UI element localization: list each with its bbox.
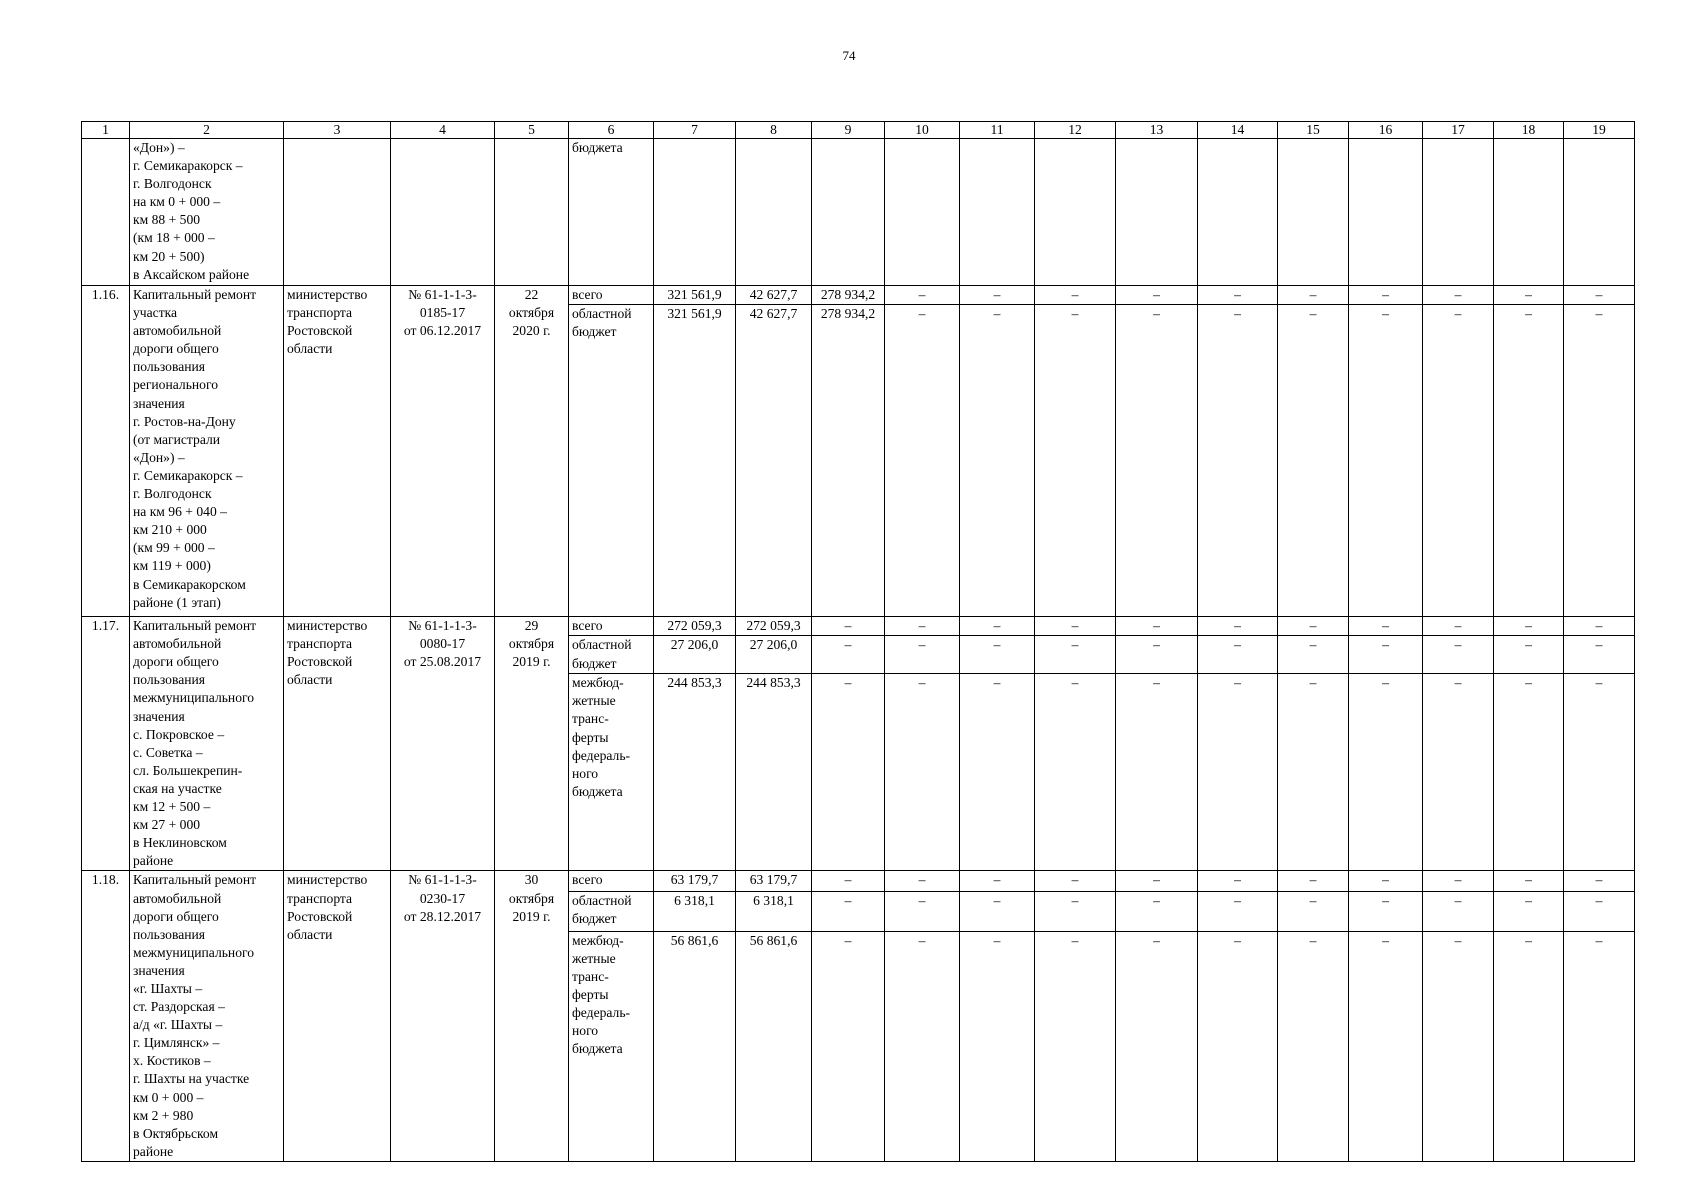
value-dash: – (1035, 674, 1116, 871)
deadline: 30 октября 2019 г. (495, 871, 569, 1162)
empty-cell (654, 139, 736, 286)
value-total: 244 853,3 (654, 674, 736, 871)
value-col8: 42 627,7 (736, 286, 812, 305)
empty-cell (1035, 139, 1116, 286)
funding-source: бюджета (569, 139, 654, 286)
value-dash: – (960, 674, 1035, 871)
value-dash: – (1423, 305, 1494, 617)
item-number: 1.18. (82, 871, 130, 1162)
value-dash: – (1198, 286, 1278, 305)
value-dash: – (1035, 286, 1116, 305)
value-dash: – (960, 931, 1035, 1161)
value-total: 321 561,9 (654, 305, 736, 617)
value-dash: – (1035, 891, 1116, 931)
value-col8: 63 179,7 (736, 871, 812, 891)
value-dash: – (1349, 305, 1423, 617)
column-header: 14 (1198, 122, 1278, 139)
value-dash: – (1423, 931, 1494, 1161)
value-dash: – (1116, 305, 1198, 617)
funding-source: областной бюджет (569, 891, 654, 931)
value-dash: – (1035, 931, 1116, 1161)
empty-cell (1198, 139, 1278, 286)
value-dash: – (885, 617, 960, 636)
table-row (82, 139, 1635, 286)
column-header: 4 (391, 122, 495, 139)
value-col9: 278 934,2 (812, 286, 885, 305)
value-dash: – (885, 674, 960, 871)
value-total: 6 318,1 (654, 891, 736, 931)
value-dash: – (1423, 891, 1494, 931)
table-row (82, 617, 1635, 636)
value-dash: – (960, 871, 1035, 891)
value-dash: – (1564, 305, 1635, 617)
customer: министерство транспорта Ростовской области (284, 617, 391, 871)
value-dash: – (885, 305, 960, 617)
column-header: 18 (1494, 122, 1564, 139)
column-header: 19 (1564, 122, 1635, 139)
value-dash: – (960, 286, 1035, 305)
value-col9: – (812, 674, 885, 871)
expertise-conclusion: № 61-1-1-3- 0185-17 от 06.12.2017 (391, 286, 495, 617)
value-dash: – (1035, 636, 1116, 674)
column-header: 1 (82, 122, 130, 139)
object-description: Капитальный ремонт автомобильной дороги общего пользования межмуниципального значения с. Покровское – с. Советка – сл. Большекрепин- ская на участке км 12 + 500 – км 27 + 000 в Неклиновском районе (130, 617, 284, 871)
value-dash: – (1494, 891, 1564, 931)
expertise-conclusion: № 61-1-1-3- 0230-17 от 28.12.2017 (391, 871, 495, 1162)
value-dash: – (1116, 931, 1198, 1161)
value-dash: – (1116, 286, 1198, 305)
value-dash: – (1116, 871, 1198, 891)
funding-source: всего (569, 617, 654, 636)
value-dash: – (1278, 674, 1349, 871)
value-dash: – (1278, 931, 1349, 1161)
empty-cell (284, 139, 391, 286)
column-header: 2 (130, 122, 284, 139)
funding-source: межбюд- жетные транс- ферты федераль- ного бюджета (569, 674, 654, 871)
value-dash: – (1494, 871, 1564, 891)
value-dash: – (1116, 674, 1198, 871)
value-dash: – (1116, 891, 1198, 931)
value-dash: – (1198, 891, 1278, 931)
value-col9: – (812, 636, 885, 674)
column-header: 9 (812, 122, 885, 139)
value-dash: – (1349, 871, 1423, 891)
column-header: 17 (1423, 122, 1494, 139)
value-dash: – (1349, 636, 1423, 674)
value-dash: – (1564, 871, 1635, 891)
value-dash: – (1494, 286, 1564, 305)
value-dash: – (1035, 871, 1116, 891)
empty-cell (736, 139, 812, 286)
funding-source: всего (569, 286, 654, 305)
customer: министерство транспорта Ростовской области (284, 286, 391, 617)
value-dash: – (1278, 305, 1349, 617)
empty-cell (1278, 139, 1349, 286)
value-col9: – (812, 617, 885, 636)
value-dash: – (1198, 617, 1278, 636)
item-number: 1.16. (82, 286, 130, 617)
value-dash: – (1423, 871, 1494, 891)
column-header: 3 (284, 122, 391, 139)
value-dash: – (1278, 871, 1349, 891)
value-dash: – (1278, 617, 1349, 636)
value-dash: – (1494, 636, 1564, 674)
objects-table (81, 121, 1635, 1162)
value-dash: – (1494, 674, 1564, 871)
empty-cell (391, 139, 495, 286)
value-dash: – (1198, 636, 1278, 674)
value-dash: – (1564, 636, 1635, 674)
expertise-conclusion: № 61-1-1-3- 0080-17 от 25.08.2017 (391, 617, 495, 871)
empty-cell (1116, 139, 1198, 286)
value-dash: – (885, 636, 960, 674)
value-dash: – (1494, 617, 1564, 636)
column-header: 12 (1035, 122, 1116, 139)
value-col9: – (812, 891, 885, 931)
value-col8: 56 861,6 (736, 931, 812, 1161)
value-dash: – (885, 286, 960, 305)
customer: министерство транспорта Ростовской области (284, 871, 391, 1162)
value-col8: 272 059,3 (736, 617, 812, 636)
value-dash: – (1278, 636, 1349, 674)
empty-cell (1564, 139, 1635, 286)
object-description: Капитальный ремонт участка автомобильной дороги общего пользования регионального значения г. Ростов-на-Дону (от магистрали «Дон») – г. Семикаракорск – г. Волгодонск на км 96 + 040 – км 210 + 000 (км 99 + 000 – км 119 + 000) в Семикаракорском районе (1 этап) (130, 286, 284, 617)
empty-cell (812, 139, 885, 286)
value-dash: – (885, 891, 960, 931)
table-row (82, 871, 1635, 891)
value-dash: – (1349, 617, 1423, 636)
value-dash: – (1564, 931, 1635, 1161)
value-dash: – (1349, 931, 1423, 1161)
value-dash: – (1278, 286, 1349, 305)
column-header: 7 (654, 122, 736, 139)
value-total: 272 059,3 (654, 617, 736, 636)
value-dash: – (1116, 617, 1198, 636)
value-dash: – (1349, 286, 1423, 305)
value-dash: – (1423, 617, 1494, 636)
value-dash: – (1423, 636, 1494, 674)
value-dash: – (885, 871, 960, 891)
value-dash: – (1116, 636, 1198, 674)
value-dash: – (1198, 674, 1278, 871)
value-dash: – (960, 305, 1035, 617)
deadline: 22 октября 2020 г. (495, 286, 569, 617)
value-dash: – (1349, 891, 1423, 931)
value-dash: – (960, 891, 1035, 931)
page-number: 74 (842, 48, 856, 63)
value-dash: – (1564, 286, 1635, 305)
empty-cell (82, 139, 130, 286)
funding-source: областной бюджет (569, 636, 654, 674)
value-dash: – (1035, 305, 1116, 617)
column-header: 5 (495, 122, 569, 139)
column-header: 6 (569, 122, 654, 139)
column-header: 8 (736, 122, 812, 139)
value-total: 63 179,7 (654, 871, 736, 891)
empty-cell (885, 139, 960, 286)
value-col8: 42 627,7 (736, 305, 812, 617)
value-col8: 27 206,0 (736, 636, 812, 674)
empty-cell (495, 139, 569, 286)
value-total: 27 206,0 (654, 636, 736, 674)
value-col9: – (812, 931, 885, 1161)
empty-cell (960, 139, 1035, 286)
header-row (82, 122, 1635, 139)
value-dash: – (1035, 617, 1116, 636)
funding-source: областной бюджет (569, 305, 654, 617)
value-total: 56 861,6 (654, 931, 736, 1161)
column-header: 15 (1278, 122, 1349, 139)
value-total: 321 561,9 (654, 286, 736, 305)
empty-cell (1494, 139, 1564, 286)
column-header: 10 (885, 122, 960, 139)
value-col8: 244 853,3 (736, 674, 812, 871)
value-dash: – (1494, 305, 1564, 617)
empty-cell (1423, 139, 1494, 286)
value-dash: – (1564, 617, 1635, 636)
value-dash: – (885, 931, 960, 1161)
funding-source: всего (569, 871, 654, 891)
value-dash: – (1564, 891, 1635, 931)
value-dash: – (1423, 286, 1494, 305)
value-dash: – (1198, 871, 1278, 891)
object-description: «Дон») – г. Семикаракорск – г. Волгодонск на км 0 + 000 – км 88 + 500 (км 18 + 000 – км 20 + 500) в Аксайском районе (130, 139, 284, 286)
table-row (82, 286, 1635, 305)
value-dash: – (960, 636, 1035, 674)
value-col9: – (812, 871, 885, 891)
column-header: 11 (960, 122, 1035, 139)
value-dash: – (1349, 674, 1423, 871)
column-header: 13 (1116, 122, 1198, 139)
empty-cell (1349, 139, 1423, 286)
value-dash: – (1198, 305, 1278, 617)
funding-source: межбюд- жетные транс- ферты федераль- ного бюджета (569, 931, 654, 1161)
value-dash: – (1198, 931, 1278, 1161)
value-dash: – (1278, 891, 1349, 931)
object-description: Капитальный ремонт автомобильной дороги общего пользования межмуниципального значения «г. Шахты – ст. Раздорская – а/д «г. Шахты – г. Цимлянск» – х. Костиков – г. Шахты на участке км 0 + 000 – км 2 + 980 в Октябрьском районе (130, 871, 284, 1162)
value-col8: 6 318,1 (736, 891, 812, 931)
item-number: 1.17. (82, 617, 130, 871)
value-dash: – (1564, 674, 1635, 871)
value-dash: – (1494, 931, 1564, 1161)
column-header: 16 (1349, 122, 1423, 139)
deadline: 29 октября 2019 г. (495, 617, 569, 871)
value-dash: – (1423, 674, 1494, 871)
value-col9: 278 934,2 (812, 305, 885, 617)
value-dash: – (960, 617, 1035, 636)
